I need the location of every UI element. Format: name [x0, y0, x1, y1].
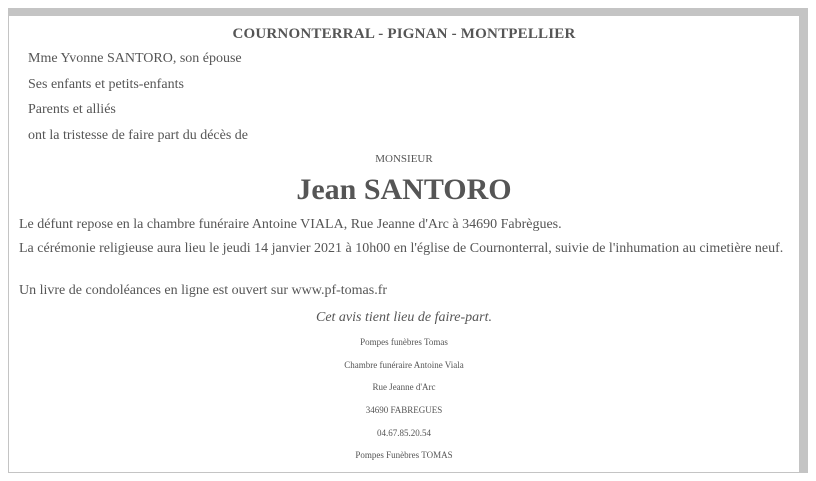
signature-line-phone: 04.67.85.20.54 — [377, 428, 431, 438]
ceremony-paragraph: La cérémonie religieuse aura lieu le jeudi 14 janvier 2021 à 10h00 en l'église de Cournonterral, suivie de l'inhumation au cimetière neuf. — [19, 241, 784, 256]
family-line-children: Ses enfants et petits-enfants — [28, 77, 184, 92]
deceased-name: Jean SANTORO — [296, 173, 512, 206]
signature-line-funeral-home: Chambre funéraire Antoine Viala — [344, 360, 464, 370]
family-line-relatives: Parents et alliés — [28, 102, 116, 117]
signature-line-city: 34690 FABREGUES — [365, 405, 443, 415]
family-line-spouse: Mme Yvonne SANTORO, son épouse — [28, 51, 242, 66]
tagline: Cet avis tient lieu de faire-part. — [315, 310, 492, 325]
repose-paragraph: Le défunt repose en la chambre funéraire Antoine VIALA, Rue Jeanne d'Arc à 34690 Fabrègues. — [19, 217, 562, 232]
deceased-civility: MONSIEUR — [375, 153, 433, 165]
obituary-notice — [9, 16, 799, 472]
condolences-paragraph: Un livre de condoléances en ligne est ouvert sur www.pf-tomas.fr — [19, 283, 388, 298]
signature-line-company-caps: Pompes Funèbres TOMAS — [355, 450, 453, 460]
signature-line-company: Pompes funèbres Tomas — [360, 337, 448, 347]
locations-heading: COURNONTERRAL - PIGNAN - MONTPELLIER — [232, 26, 576, 42]
family-line-announcement: ont la tristesse de faire part du décès de — [28, 128, 249, 143]
signature-line-street: Rue Jeanne d'Arc — [372, 382, 436, 392]
